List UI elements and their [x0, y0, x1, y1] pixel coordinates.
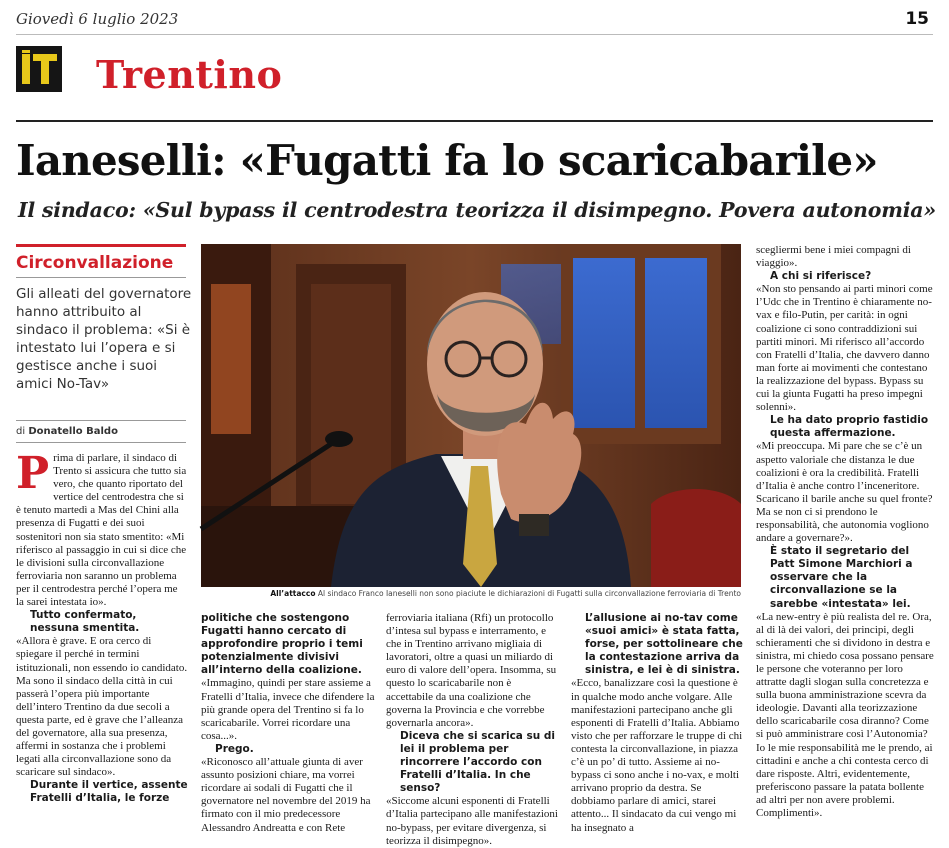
article-column-3: [386, 612, 560, 847]
page-number: 15: [905, 9, 929, 29]
question: A chi si riferisce?: [770, 270, 872, 283]
paragraph: «Immagino, quindi per stare assieme a Fratelli d’Italia, invece che difendere la più grande opera del Trentino si fa lo scaricabarile. Vorrei ricordare una cosa...».: [201, 677, 375, 742]
article-column-4: [571, 612, 743, 840]
caption-label: All’attacco: [270, 589, 316, 598]
paragraph: «Mi preoccupa. Mi pare che se c’è un aspetto valoriale che distanza le due coalizioni è ora la credibilità. Fratelli d’Italia è anche contro l’inceneritore. Scaricano il barile anche su quel fronte? Ma se non ci si prendono le responsabilità, che autonomia vogliono andare a governare?».: [756, 440, 933, 545]
paragraph: «Ecco, banalizzare così la questione è in qualche modo anche volgare. Alle manifestazioni partecipano anche gli esponenti di Fratelli d’Italia. Abbiamo visto che per rafforzare le truppe di chi contesta la circonvallazione, in piazza c’è un po’ di tutto. Assieme ai no-bypass ci sono anche i no-vax, e molti arrivano proprio da destra. Se dobbiamo parlare di amici, starei attento... Il sindacato da cui vengo mi ha insegnato a: [571, 677, 743, 834]
paragraph: «Allora è grave. E ora cerco di spiegare il perché in termini istituzionali, non essendo io candidato. Ma sono il sindaco della città in cui passerà l’opera più importante dell’intero Trentino da due secoli a questa parte, ed è grave che l’alleanza del governatore, alla sua presenza, affermi in sostanza che i problemi legati alla circonvallazione sono da scaricare sul sindaco».: [16, 635, 188, 779]
kicker-top-rule: [16, 244, 186, 247]
logo-i-dot: [22, 50, 30, 53]
edition-date: Giovedì 6 luglio 2023: [16, 10, 179, 28]
article-column-1: [16, 448, 188, 840]
question: Durante il vertice, assente Fratelli d’Italia, le forze: [30, 779, 188, 805]
logo-i-stem: [22, 54, 30, 84]
kicker: Circonvallazione: [16, 253, 174, 273]
question: È stato il segretario del Patt Simone Marchiori a osservare che la circonvallazione se la sarebbe «intestata» lei.: [770, 545, 913, 610]
paragraph: rima di parlare, il sindaco di Trento si assicura che tutto sia vero, che quanto riportato del vertice del centrodestra che si è tenuto martedì a Mas del Chini alla presenza di Fugatti e dei suoi sostenitori non sia stato smentito: «Mi riferisco al passaggio in cui si dice che le divisioni sulla circonvallazione ferroviaria non saranno un problema per il centrodestra perché l’opera me la sarei intestata io».: [16, 452, 187, 609]
question: Diceva che si scarica su di lei il problema per rincorrere l’accordo con Fratelli d’Italia. In che senso?: [400, 729, 556, 795]
newspaper-logo: [16, 46, 62, 92]
photo-caption: [201, 589, 741, 599]
paragraph: «La new-entry è più realista del re. Ora, al di là dei valori, dei principi, degli schieramenti che si dividono in destra e sinistra, mi chiedo cosa possano pensare le persone che voteranno per loro attratte dagli slogan sulla concretezza e sulla buona amministrazione scevra da ideologie. Davanti alla teorizzazione dello scaricabarile cosa diranno? Come si può amministrare così l’Autonomia? Io le mie responsabilità me le prendo, ai cittadini e anche a chi contesta cerco di dare risposte. Altri, evidentemente, preferiscono passare la patata bollente ad altri per non avere problemi. Complimenti».: [756, 610, 934, 820]
caption-text: Al sindaco Franco Ianeselli non sono piaciute le dichiarazioni di Fugatti sulla circonvallazione ferroviaria di Trento: [317, 589, 741, 598]
paragraph: «Siccome alcuni esponenti di Fratelli d’Italia partecipano alle manifestazioni no-bypass, per evitare divergenza, si teorizza il disimpegno».: [386, 795, 558, 847]
headline: Ianeselli: «Fugatti fa lo scaricabarile»: [16, 136, 878, 185]
section-rule: [16, 120, 933, 122]
question: politiche che sostengono Fugatti hanno cercato di approfondire proprio i temi potenzialmente divisivi all’interno della coalizione.: [201, 612, 363, 677]
byline-prefix: di: [16, 426, 26, 437]
section-title: Trentino: [96, 52, 283, 97]
paragraph: ferroviaria italiana (Rfi) un protocollo d’intesa sul bypass e interramento, e che in Trentino arrivano miglìaia di lavoratori, oltre a quasi un miliardo di euro di valore dell’opera. Insomma, su questo lo scaricabarile non è accettabile da una coalizione che governa la Provincia e che vorrebbe governarla ancora».: [386, 612, 557, 729]
question: Tutto confermato, nessuna smentita.: [30, 609, 140, 635]
logo-t-stem: [41, 54, 49, 84]
byline-author: Donatello Baldo: [28, 426, 118, 437]
byline-bottom-rule: [16, 442, 186, 443]
byline-top-rule: [16, 420, 186, 421]
question: Prego.: [215, 742, 254, 755]
question: L’allusione ai no-tav come «suoi amici» è stata fatta, forse, per sottolineare che la contestazione arriva da sinistra, e lei è di sinistra.: [585, 612, 743, 677]
byline: [16, 426, 118, 437]
subheadline: Il sindaco: «Sul bypass il centrodestra teorizza il disimpegno. Povera autonomia»: [18, 198, 936, 222]
header-rule: [16, 34, 933, 35]
article-photo: [201, 244, 741, 587]
article-column-2: [201, 612, 375, 840]
paragraph: «Non sto pensando ai parti minori come l’Udc che in Trentino è chiaramente no-vax e filo-Putin, per carità: in ogni coalizione ci sono contraddizioni sui partiti minori. Mi riferisco all’accordo con Fratelli d’Italia, che davvero danno man forte ai movimenti che contestano la realizzazione del bypass. Bypass su cui la giunta Fugatti ha preso impegni solenni».: [756, 283, 933, 414]
article-column-5: [756, 244, 934, 840]
paragraph: scegliermi bene i miei compagni di viaggio».: [756, 244, 911, 270]
photo-illustration: [201, 244, 741, 587]
question: Le ha dato proprio fastidio questa affermazione.: [770, 414, 929, 440]
kicker-rule: [16, 277, 186, 278]
summary: Gli alleati del governatore hanno attribuito al sindaco il problema: «Si è intestato lui l’opera e si gestisce anche i suoi amici No-Tav»: [16, 286, 192, 392]
paragraph: «Riconosco all’attuale giunta di aver assunto posizioni chiare, ma vorrei ricordare ai sodali di Fugatti che il governatore nel novembre del 2019 ha firmato con il mio predecessore Alessandro Andreatta e con Rete: [201, 756, 371, 834]
drop-cap: P: [16, 448, 50, 499]
